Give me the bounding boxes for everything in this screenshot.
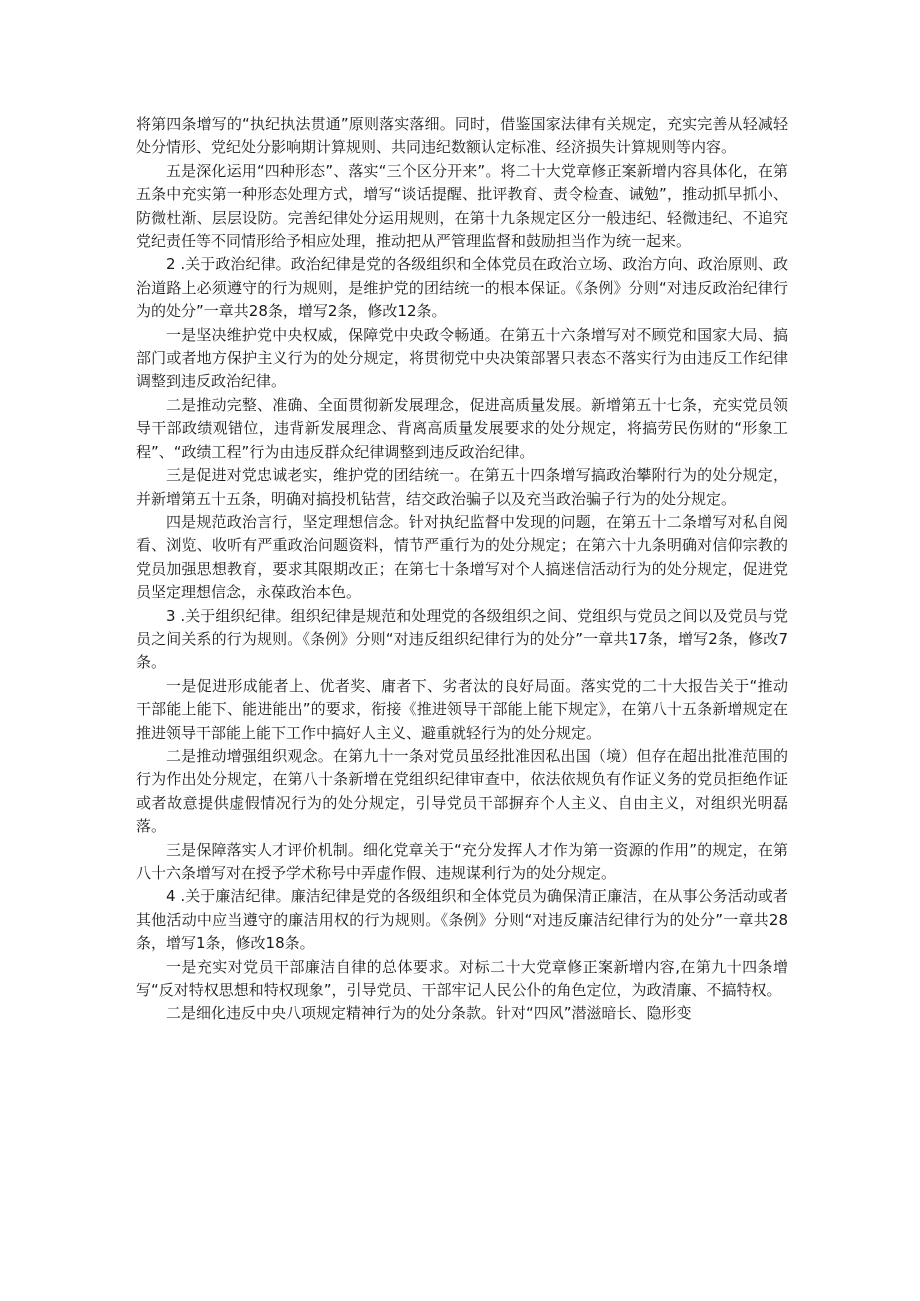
paragraph-organizational-point-one: 一是促进形成能者上、优者奖、庸者下、劣者汰的良好局面。落实党的二十大报告关于“推动干部能上能下、能进能出”的要求，衔接《推进领导干部能上能下规定》，在第八十五条新增规定在推进领导干部能上能下工作中搞好人主义、避重就轻行为的处分规定。 [136,676,788,742]
paragraph-section-political-discipline: 2 .关于政治纪律。政治纪律是党的各级组织和全体党员在政治立场、政治方向、政治原则、政治道路上必须遵守的行为规则，是维护党的团结统一的根本保证。《条例》分则“对违反政治纪律行为的处分”一章共28条，增写2条，修改12条。 [136,255,788,321]
paragraph-organizational-point-three: 三是保障落实人才评价机制。细化党章关于“充分发挥人才作为第一资源的作用”的规定，在第八十六条增写对在授予学术称号中弄虚作假、违规谋利行为的处分规定。 [136,840,788,882]
paragraph-political-point-one: 一是坚决维护党中央权威，保障党中央政令畅通。在第五十六条增写对不顾党和国家大局、搞部门或者地方保护主义行为的处分规定，将贯彻党中央决策部署只表态不落实行为由违反工作纪律调整到违反政治纪律。 [136,325,788,391]
paragraph-organizational-point-two: 二是推动增强组织观念。在第九十一条对党员虽经批准因私出国（境）但存在超出批准范围的行为作出处分规定，在第八十条新增在党组织纪律审查中，依法依规负有作证义务的党员拒绝作证或者故意提供虚假情况行为的处分规定，引导党员干部摒弃个人主义、自由主义，对组织光明磊落。 [136,746,788,836]
paragraph-integrity-point-one: 一是充实对党员干部廉洁自律的总体要求。对标二十大党章修正案新增内容,在第九十四条增写“反对特权思想和特权现象”，引导党员、干部牢记人民公仆的角色定位，为政清廉、不搞特权。 [136,957,788,1000]
paragraph-point-five: 五是深化运用“四种形态”、落实“三个区分开来”。将二十大党章修正案新增内容具体化，在第五条中充实第一种形态处理方式，增写“谈话提醒、批评教育、责令检查、诫勉”，推动抓早抓小、防微杜渐、层层设防。完善纪律处分运用规则，在第十九条规定区分一般违纪、轻微违纪、不追究党纪责任等不同情形给予相应处理，推动把从严管理监督和鼓励担当作为统一起来。 [136,161,788,251]
paragraph-political-point-two: 二是推动完整、准确、全面贯彻新发展理念，促进高质量发展。新增第五十七条，充实党员领导干部政绩观错位，违背新发展理念、背离高质量发展要求的处分规定，将搞劳民伤财的“形象工程”、“政绩工程”行为由违反群众纪律调整到违反政治纪律。 [136,395,788,461]
document-body [136,113,788,1026]
paragraph-continuation: 将第四条增写的“执纪执法贯通”原则落实落细。同时，借鉴国家法律有关规定，充实完善从轻减轻处分情形、党纪处分影响期计算规则、共同违纪数额认定标准、经济损失计算规则等内容。 [136,115,788,157]
paragraph-section-organizational-discipline: 3 .关于组织纪律。组织纪律是规范和处理党的各级组织之间、党组织与党员之间以及党员与党员之间关系的行为规则。《条例》分则“对违反组织纪律行为的处分”一章共17条，增写2条，修改7条。 [136,606,788,672]
paragraph-political-point-four: 四是规范政治言行，坚定理想信念。针对执纪监督中发现的问题，在第五十二条增写对私自阅看、浏览、收听有严重政治问题资料，情节严重行为的处分规定；在第六十九条明确对信仰宗教的党员加强思想教育，要求其限期改正；在第七十条增写对个人搞迷信活动行为的处分规定，促进党员坚定理想信念，永葆政治本色。 [136,512,788,602]
paragraph-political-point-three: 三是促进对党忠诚老实，维护党的团结统一。在第五十四条增写搞政治攀附行为的处分规定，并新增第五十五条，明确对搞投机钻营，结交政治骗子以及充当政治骗子行为的处分规定。 [136,466,788,508]
paragraph-section-integrity-discipline: 4 .关于廉洁纪律。廉洁纪律是党的各级组织和全体党员为确保清正廉洁，在从事公务活动或者其他活动中应当遵守的廉洁用权的行为规则。《条例》分则“对违反廉洁纪律行为的处分”一章共28条，增写1条，修改18条。 [136,887,788,953]
paragraph-integrity-point-two: 二是细化违反中央八项规定精神行为的处分条款。针对“四风”潜滋暗长、隐形变 [166,1004,692,1023]
